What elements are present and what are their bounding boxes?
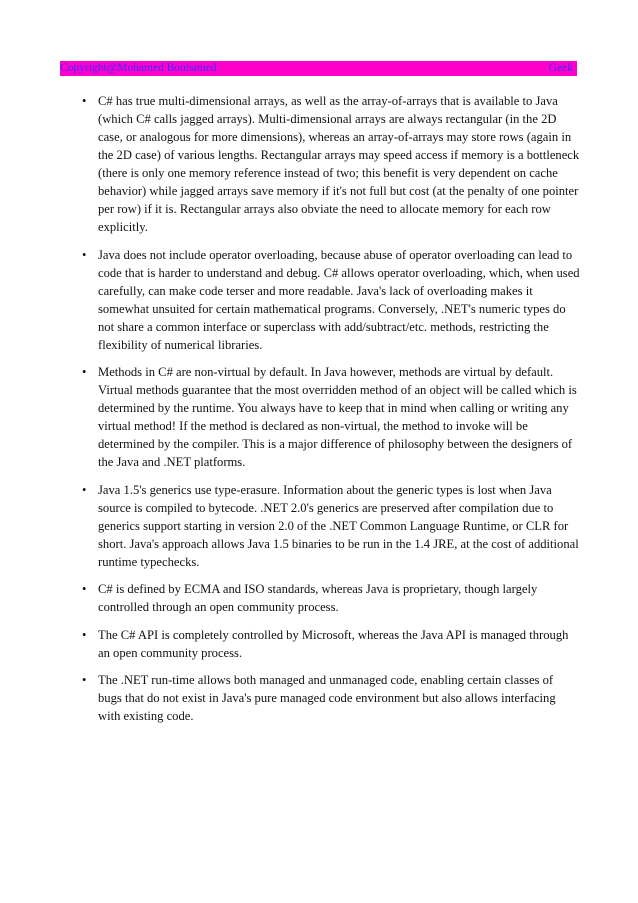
list-item bbox=[80, 481, 580, 571]
page-header bbox=[60, 61, 577, 76]
list-item bbox=[80, 363, 580, 471]
list-item-text: C# is defined by ECMA and ISO standards, whereas Java is proprietary, though largely controlled through an open community process. bbox=[98, 582, 538, 614]
list-item bbox=[80, 246, 580, 354]
list-item-text: The C# API is completely controlled by Microsoft, whereas the Java API is managed through an open community process. bbox=[98, 627, 569, 660]
header-tag: Geek bbox=[548, 62, 573, 74]
header-copyright: Copyright@Mohamed Bouhamed bbox=[60, 62, 217, 74]
bullet-icon: • bbox=[82, 673, 87, 687]
list-item-text: Java does not include operator overloading, because abuse of operator overloading can lead to code that is harder to understand and debug. C# allows operator overloading, which, when used carefully, can make code terser and more readable. Java's lack of overloading makes it somewhat unsuited for certain mathematical programs. Conversely, .NET's numeric types do not share a common interface or superclass with add/subtract/etc. methods, restricting the flexibility of numerical libraries. bbox=[98, 247, 580, 352]
list-item-text: Methods in C# are non-virtual by default. In Java however, methods are virtual by default. Virtual methods guarantee that the most overridden method of an object will be called which is determined by the runtime. You always have to keep that in mind when calling or writing any virtual method! If the method is declared as non-virtual, the method to invoke will be determined by the compiler. This is a major difference of philosophy between the designers of the Java and .NET platforms. bbox=[98, 365, 577, 469]
bullet-icon: • bbox=[82, 247, 87, 262]
list-item-text: Java 1.5's generics use type-erasure. Information about the generic types is lost when Java source is compiled to bytecode. .NET 2.0's generics are preserved after compilation due to generics support starting in version 2.0 of the .NET Common Language Runtime, or CLR for short. Java's approach allows Java 1.5 binaries to be run in the 1.4 JRE, at the cost of additional runtime typechecks. bbox=[98, 482, 579, 569]
list-item bbox=[80, 92, 580, 236]
bullet-icon: • bbox=[82, 365, 87, 379]
list-item bbox=[80, 626, 580, 662]
list-item bbox=[80, 580, 580, 616]
bullet-icon: • bbox=[82, 582, 87, 596]
list-item bbox=[80, 671, 580, 725]
bullet-list bbox=[80, 92, 580, 725]
bullet-icon: • bbox=[82, 627, 87, 642]
bullet-icon: • bbox=[82, 94, 87, 108]
document-body bbox=[80, 92, 580, 735]
list-item-text: The .NET run-time allows both managed and unmanaged code, enabling certain classes of bugs that do not exist in Java's pure managed code environment but also allows interfacing with existing code. bbox=[98, 673, 556, 723]
bullet-icon: • bbox=[82, 482, 87, 497]
list-item-text: C# has true multi-dimensional arrays, as well as the array-of-arrays that is available to Java (which C# calls jagged arrays). Multi-dimensional arrays are always rectangular (in the 2D case, or analogous for more dimensions), whereas an array-of-arrays may store rows (again in the 2D case) of various lengths. Rectangular arrays may speed access if memory is a bottleneck (there is only one memory reference instead of two; this benefit is very dependent on cache behavior) while jagged arrays save memory if it's not full but cost (at the penalty of one pointer per row) if it is. Rectangular arrays also obviate the need to allocate memory for each row explicitly. bbox=[98, 94, 580, 234]
